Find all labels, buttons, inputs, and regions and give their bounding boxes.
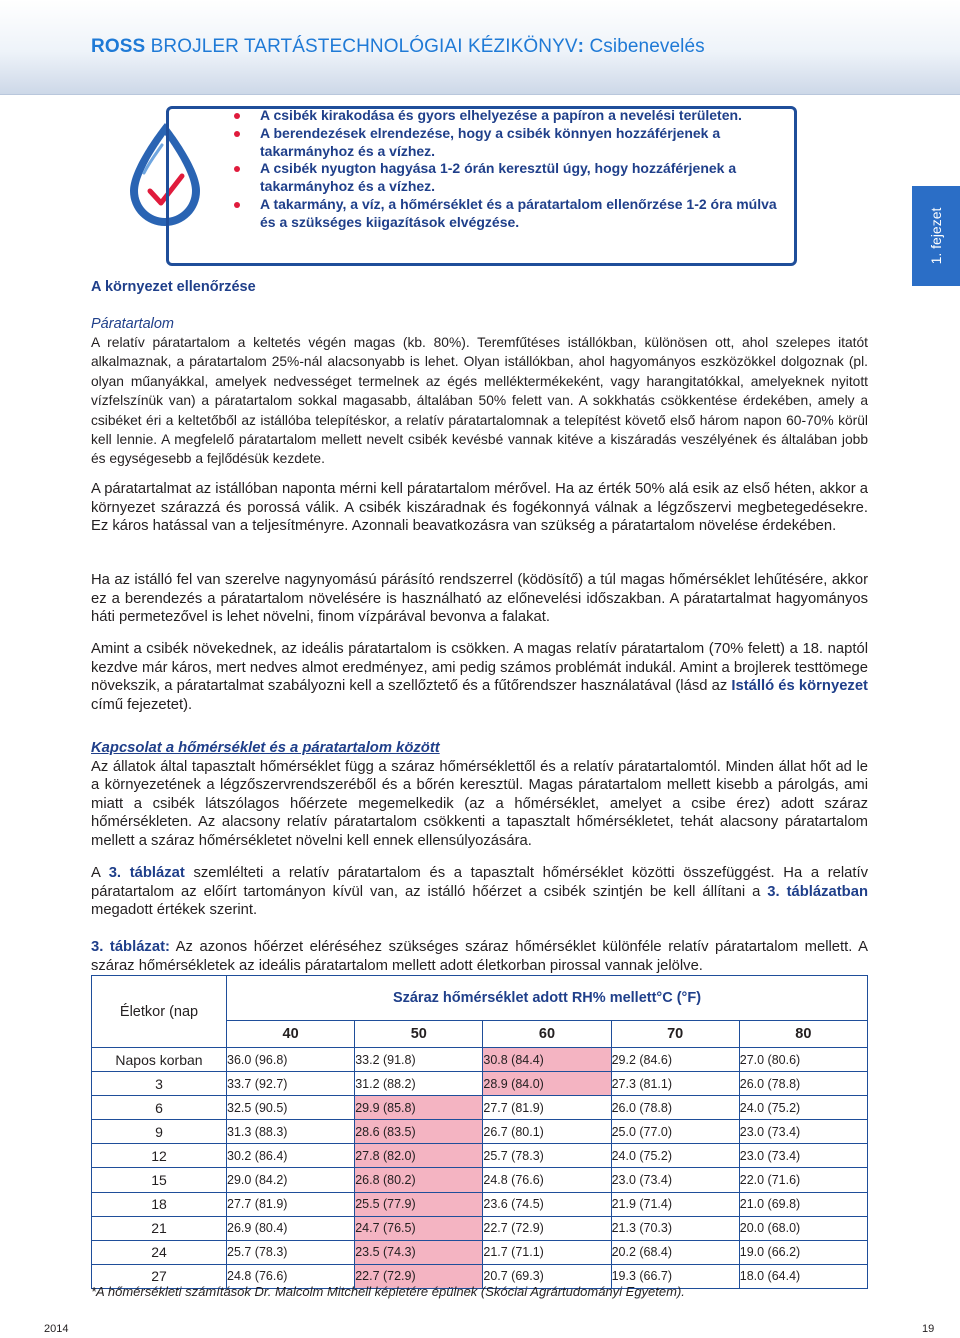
table-cell: 26.0 (78.8) xyxy=(611,1096,739,1120)
temperature-table xyxy=(91,975,868,1289)
table-cell: 24.8 (76.6) xyxy=(483,1168,611,1192)
page-year: 2014 xyxy=(44,1323,69,1335)
table-row xyxy=(92,1144,868,1168)
paragraph-heading: Kapcsolat a hőmérséklet és a páratartalom között xyxy=(91,740,440,756)
table-cell: 25.0 (77.0) xyxy=(611,1120,739,1144)
table-cell-ideal: 29.9 (85.8) xyxy=(355,1096,483,1120)
table-cell: 20.0 (68.0) xyxy=(739,1216,867,1240)
header-separator: : xyxy=(577,36,585,57)
paragraph-text: Amint a csibék növekednek, az ideális páratartalom is csökken. A magas relatív páratartalom (70% felett) a 18. naptól kezdve már káros, mert nedves almot eredményez, ami pedig számos problémát indukál. Amint a brojlerek testtömege növekszik, a páratartalmat szabályozni kell a szellőztető és a fűtőrendszer használatával (lásd az xyxy=(91,641,868,695)
paragraph xyxy=(91,739,868,851)
table-age-cell: 18 xyxy=(92,1192,227,1216)
table-cell: 26.0 (78.8) xyxy=(739,1072,867,1096)
table-cell: 31.3 (88.3) xyxy=(227,1120,355,1144)
table-cell-ideal: 25.5 (77.9) xyxy=(355,1192,483,1216)
table-cell: 23.0 (73.4) xyxy=(739,1144,867,1168)
table-cell: 22.7 (72.9) xyxy=(483,1216,611,1240)
table-cell: 30.2 (86.4) xyxy=(227,1144,355,1168)
paragraph-bold-ref: Istálló és környezet xyxy=(731,678,868,695)
table-corner-header: Életkor (nap xyxy=(92,976,227,1048)
table-cell: 23.6 (74.5) xyxy=(483,1192,611,1216)
checklist-item: A csibék nyugton hagyása 1-2 órán keresztül úgy, hogy hozzáférjenek a takarmányhoz és a vízhez. xyxy=(234,160,784,196)
table-cell: 27.0 (80.6) xyxy=(739,1048,867,1072)
checklist-item: A csibék kirakodása és gyors elhelyezése a papíron a nevelési területen. xyxy=(234,107,784,125)
table-cell: 25.7 (78.3) xyxy=(483,1144,611,1168)
table-cell: 27.3 (81.1) xyxy=(611,1072,739,1096)
subsection-title: Páratartalom xyxy=(91,316,175,332)
table-cell: 21.3 (70.3) xyxy=(611,1216,739,1240)
table-cell: 24.0 (75.2) xyxy=(739,1096,867,1120)
paragraph: A relatív páratartalom a keltetés végén magas (kb. 80%). Teremfűtéses istállókban, különösen ott, ahol szelepes itatót alkalmaznak, a páratartalom 25%-nál alacsonyabb is lehet. Olyan istállókban, ahol hagyományos eszközökkel dolgoznak (pl. olyan műanyákkal, amelyek nedvességet termelnek az égés melléktermékeként, vagy harangitatókkal, amelyeknek nyitott vízfelszínük van) a páratartalom sokkal magasabb, általában 50% felett van. A sokkhatás csökkentése érdekében, amely a csibéket éri a keltetőből az istállóba telepítéskor, a relatív páratartalomnak a telepítést követő első három napon 60-70% körül kell lennie. A megfelelő páratartalom mellett nevelt csibék kevésbé vannak kitéve a kiszáradás veszélyének és általában jobb és egységesebb a fejlődésük kezdete. xyxy=(91,335,868,467)
table-cell: 33.7 (92.7) xyxy=(227,1072,355,1096)
table-ref: 3. táblázat xyxy=(108,865,185,881)
table-cell-ideal: 30.8 (84.4) xyxy=(483,1048,611,1072)
checklist-item: A takarmány, a víz, a hőmérséklet és a páratartalom ellenőrzése 1-2 óra múlva és a szükséges kiigazítások elvégzése. xyxy=(234,196,784,232)
table-age-cell: 3 xyxy=(92,1072,227,1096)
table-cell: 26.7 (80.1) xyxy=(483,1120,611,1144)
table-cell: 23.0 (73.4) xyxy=(739,1120,867,1144)
table-cell: 32.5 (90.5) xyxy=(227,1096,355,1120)
table-row xyxy=(92,1096,868,1120)
table-cell-ideal: 28.6 (83.5) xyxy=(355,1120,483,1144)
table-rh-header-cell: 60 xyxy=(483,1021,611,1048)
table-row xyxy=(92,1168,868,1192)
table-cell: 19.0 (66.2) xyxy=(739,1240,867,1264)
paragraph-text: szemlélteti a relatív páratartalom és a tapasztalt hőmérséklet közötti összefüggést. Ha a relatív páratartalom az előírt tartományon kívül van, az istálló hőérzet a csibék szintjén be kell állítani a xyxy=(91,865,868,900)
table-rh-header-cell: 70 xyxy=(611,1021,739,1048)
paragraph: Ha az istálló fel van szerelve nagynyomású párásító rendszerrel (ködösítő) a túl magas hőmérséklet lehűtésére, akkor ez a berendezés a páratartalom növelésére is használható az előnevelési időszakban. A páratartalmat hagyományos háti permetezővel is lehet növelni, finom vízpárával bevonva a falakat. xyxy=(91,572,868,626)
checklist-item: A berendezések elrendezése, hogy a csibék könnyen hozzáférjenek a takarmányhoz és a vízhez. xyxy=(234,125,784,161)
page-number: 19 xyxy=(922,1323,935,1335)
paragraph-text: Az állatok által tapasztalt hőmérséklet függ a száraz hőmérséklettől és a relatív páratartalomtól. Minden állat hőt ad le a környezetének a légzőszervrendszeréből és a bőrén keresztül. Magas páratartalom mellett kisebb a párolgás, ami miatt a csibék látszólagos hőérzete megemelkedik (az a hőmérséklet, amelyet a csibe érez) adott száraz hőmérsékleten. Az alacsony relatív páratartalom csökkenti a tapasztalt hőmérsékletet, tehát alacsony páratartalom mellett a száraz hőmérsékletet növelni kell ennek ellensúlyozására. xyxy=(91,758,868,849)
chapter-tab-label: 1. fejezet xyxy=(928,207,944,265)
table-cell: 27.7 (81.9) xyxy=(483,1096,611,1120)
table-cell-ideal: 26.8 (80.2) xyxy=(355,1168,483,1192)
table-row xyxy=(92,1120,868,1144)
table-cell: 29.0 (84.2) xyxy=(227,1168,355,1192)
table-cell: 27.7 (81.9) xyxy=(227,1192,355,1216)
table-cell: 33.2 (91.8) xyxy=(355,1048,483,1072)
paragraph xyxy=(91,640,868,714)
table-cell: 25.7 (78.3) xyxy=(227,1240,355,1264)
table-rh-header-cell: 80 xyxy=(739,1021,867,1048)
table-cell: 22.0 (71.6) xyxy=(739,1168,867,1192)
table-cell: 20.7 (69.3) xyxy=(483,1264,611,1288)
paragraph-text-end: című fejezetet). xyxy=(91,696,193,713)
header-title xyxy=(91,36,705,58)
table-age-cell: 6 xyxy=(92,1096,227,1120)
table-age-cell: 21 xyxy=(92,1216,227,1240)
table-cell: 18.0 (64.4) xyxy=(739,1264,867,1288)
table-cell-ideal: 22.7 (72.9) xyxy=(355,1264,483,1288)
table-age-cell: Napos korban xyxy=(92,1048,227,1072)
table-cell: 24.8 (76.6) xyxy=(227,1264,355,1288)
table-group-header: Száraz hőmérséklet adott RH% mellett°C (°F) xyxy=(227,976,868,1021)
table-cell-ideal: 27.8 (82.0) xyxy=(355,1144,483,1168)
table-cell: 36.0 (96.8) xyxy=(227,1048,355,1072)
table-row xyxy=(92,1072,868,1096)
chapter-tab xyxy=(912,186,960,286)
paragraph-text: megadott értékek szerint. xyxy=(91,902,258,919)
header-title-section: Csibenevelés xyxy=(589,36,705,57)
table-body xyxy=(92,1048,868,1289)
paragraph-text: A xyxy=(91,865,109,881)
paragraph xyxy=(91,864,868,920)
table-rh-header-cell: 40 xyxy=(227,1021,355,1048)
table-cell: 24.0 (75.2) xyxy=(611,1144,739,1168)
table-ref: 3. táblázatban xyxy=(767,883,868,900)
table-caption-label: 3. táblázat: xyxy=(91,939,170,955)
header-title-main: BROJLER TARTÁSTECHNOLÓGIAI KÉZIKÖNYV xyxy=(150,36,578,57)
table-cell: 21.0 (69.8) xyxy=(739,1192,867,1216)
table-row xyxy=(92,1192,868,1216)
table-cell: 23.0 (73.4) xyxy=(611,1168,739,1192)
table-cell: 29.2 (84.6) xyxy=(611,1048,739,1072)
table-cell-ideal: 24.7 (76.5) xyxy=(355,1216,483,1240)
table-age-cell: 15 xyxy=(92,1168,227,1192)
table-age-cell: 24 xyxy=(92,1240,227,1264)
table-age-cell: 12 xyxy=(92,1144,227,1168)
table-cell: 21.9 (71.4) xyxy=(611,1192,739,1216)
table-caption-text: Az azonos hőérzet eléréséhez szükséges száraz hőmérséklet különféle relatív páratartalom mellett. A száraz hőmérsékletek az ideális páratartalom mellett adott életkorban pirossal vannak jelölve. xyxy=(91,939,868,974)
table-cell: 31.2 (88.2) xyxy=(355,1072,483,1096)
table-rh-header-cell: 50 xyxy=(355,1021,483,1048)
table-row xyxy=(92,1216,868,1240)
table-caption xyxy=(91,938,868,975)
footnote: *A hőmérsékleti számítások Dr. Malcolm Mitchell képletére épülnek (Skóciai Agrártudományi Egyetem). xyxy=(91,1284,685,1299)
table-age-cell: 27 xyxy=(92,1264,227,1288)
table-row xyxy=(92,1240,868,1264)
paragraph: A páratartalmat az istállóban naponta mérni kell páratartalom mérővel. Ha az érték 50% alá esik az első héten, akkor a környezet szárazzá és porossá válik. A csibék kiszáradnak és fogékonnyá válnak a légzőszervi megbetegedésekre. Ez káros hatással van a teljesítményre. Azonnali beavatkozásra van szükség a páratartalom növelése érdekében. xyxy=(91,481,868,535)
table-age-cell: 9 xyxy=(92,1120,227,1144)
table-cell: 21.7 (71.1) xyxy=(483,1240,611,1264)
table-cell-ideal: 23.5 (74.3) xyxy=(355,1240,483,1264)
table-cell-ideal: 28.9 (84.0) xyxy=(483,1072,611,1096)
temperature-table-wrapper xyxy=(91,975,868,1289)
header-brand: ROSS xyxy=(91,36,146,57)
table-row xyxy=(92,1048,868,1072)
page-header xyxy=(0,0,960,95)
table-cell: 26.9 (80.4) xyxy=(227,1216,355,1240)
section-title: A környezet ellenőrzése xyxy=(91,279,256,295)
checklist xyxy=(234,107,784,232)
table-cell: 20.2 (68.4) xyxy=(611,1240,739,1264)
table-cell: 19.3 (66.7) xyxy=(611,1264,739,1288)
